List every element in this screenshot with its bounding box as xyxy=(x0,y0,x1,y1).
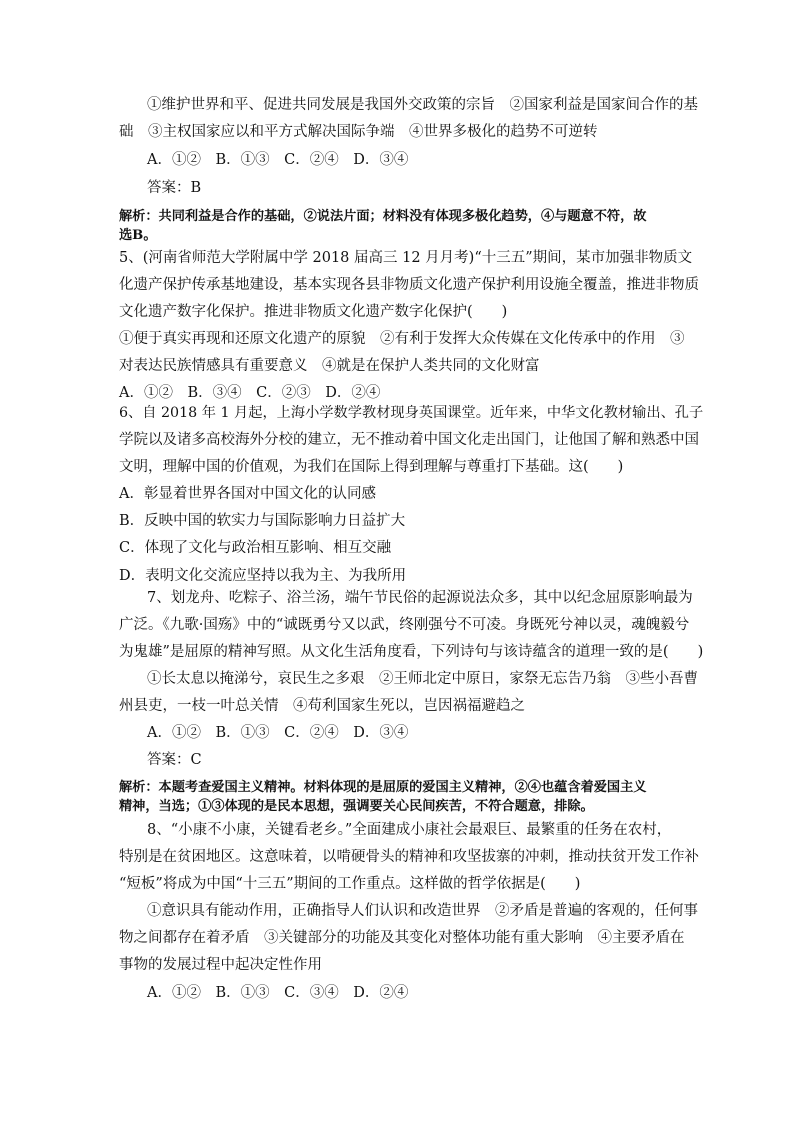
q5-stem-line-1: 5、(河南省师范大学附属中学 2018 届高三 12 月月考)“十三五”期间，某市加强非物质文 xyxy=(119,250,693,266)
q6-option-b: B．反映中国的软实力与国际影响力日益扩大 xyxy=(119,513,406,529)
q4-analysis-line-2: 选B。 xyxy=(119,228,157,243)
q7-analysis-line-1: 解析：本题考查爱国主义精神。材料体现的是屈原的爱国主义精神，②④也蕴含着爱国主义 xyxy=(119,780,647,795)
q4-stem-line-2: 础 ③主权国家应以和平方式解决国际争端 ④世界多极化的趋势不可逆转 xyxy=(119,124,598,140)
q7-stem-line-1: 7、划龙舟、吃粽子、浴兰汤，端午节民俗的起源说法众多，其中以纪念屈原影响最为 xyxy=(147,590,693,606)
q6-stem-line-3: 文明，理解中国的价值观，为我们在国际上得到理解与尊重打下基础。这( ) xyxy=(119,459,624,475)
q8-choice-line-1: ①意识具有能动作用，正确指导人们认识和改造世界 ②矛盾是普遍的客观的，任何事 xyxy=(147,903,698,919)
q8-stem-line-3: “短板”将成为中国“十三五”期间的工作重点。这样做的哲学依据是( ) xyxy=(119,876,581,892)
q8-stem-line-1: 8、“小康不小康，关键看老乡。”全面建成小康社会最艰巨、最繁重的任务在农村， xyxy=(147,822,672,838)
q6-stem-line-1: 6、自 2018 年 1 月起，上海小学数学教材现身英国课堂。近年来，中华文化教材输出、孔子 xyxy=(119,405,704,421)
q7-analysis-line-2: 精神，当选；①③体现的是民本思想，强调要关心民间疾苦，不符合题意，排除。 xyxy=(119,799,594,814)
q8-stem-line-2: 特别是在贫困地区。这意味着，以啃硬骨头的精神和攻坚拔寨的冲刺，推动扶贫开发工作补 xyxy=(119,849,699,865)
q7-choice-line-1: ①长太息以掩涕兮，哀民生之多艰 ②王师北定中原日，家祭无忘告乃翁 ③些小吾曹 xyxy=(147,671,698,687)
q5-options: A．①② B．③④ C．②③ D．②④ xyxy=(119,385,381,401)
q6-stem-line-2: 学院以及诸多高校海外分校的建立，无不推动着中国文化走出国门，让他国了解和熟悉中国 xyxy=(119,432,699,448)
q5-choice-line-1: ①便于真实再现和还原文化遗产的原貌 ②有利于发挥大众传媒在文化传承中的作用 ③ xyxy=(119,331,685,347)
q7-stem-line-3: 为鬼雄”是屈原的精神写照。从文化生活角度看，下列诗句与该诗蕴含的道理一致的是( ) xyxy=(119,644,704,660)
q5-choice-line-2: 对表达民族情感具有重要意义 ④就是在保护人类共同的文化财富 xyxy=(119,358,540,374)
q4-options: A．①② B．①③ C．②④ D．③④ xyxy=(147,152,409,168)
q7-answer: 答案：C xyxy=(147,752,202,768)
q7-stem-line-2: 广泛。《九歌·国殇》中的“诚既勇兮又以武，终刚强兮不可凌。身既死兮神以灵，魂魄毅兮 xyxy=(119,617,690,633)
q4-analysis-line-1: 解析：共同利益是合作的基础，②说法片面；材料没有体现多极化趋势，④与题意不符，故 xyxy=(119,209,647,224)
q8-choice-line-3: 事物的发展过程中起决定性作用 xyxy=(119,957,322,973)
q5-stem-line-3: 文化遗产数字化保护。推进非物质文化遗产数字化保护( ) xyxy=(119,304,508,320)
q4-stem-line-1: ①维护世界和平、促进共同发展是我国外交政策的宗旨 ②国家利益是国家间合作的基 xyxy=(147,97,698,113)
q6-option-d: D．表明文化交流应坚持以我为主、为我所用 xyxy=(119,568,407,584)
q4-answer: 答案：B xyxy=(147,180,202,196)
q5-stem-line-2: 化遗产保护传承基地建设，基本实现各县非物质文化遗产保护利用设施全覆盖，推进非物质 xyxy=(119,277,699,293)
q7-choice-line-2: 州县吏，一枝一叶总关情 ④苟利国家生死以，岂因祸福避趋之 xyxy=(119,698,525,714)
q8-choice-line-2: 物之间都存在着矛盾 ③关键部分的功能及其变化对整体功能有重大影响 ④主要矛盾在 xyxy=(119,930,685,946)
q6-option-a: A．彰显着世界各国对中国文化的认同感 xyxy=(119,486,376,502)
q7-options: A．①② B．①③ C．②④ D．③④ xyxy=(147,725,409,741)
q8-options: A．①② B．①③ C．③④ D．②④ xyxy=(147,985,409,1001)
q6-option-c: C．体现了文化与政治相互影响、相互交融 xyxy=(119,540,392,556)
